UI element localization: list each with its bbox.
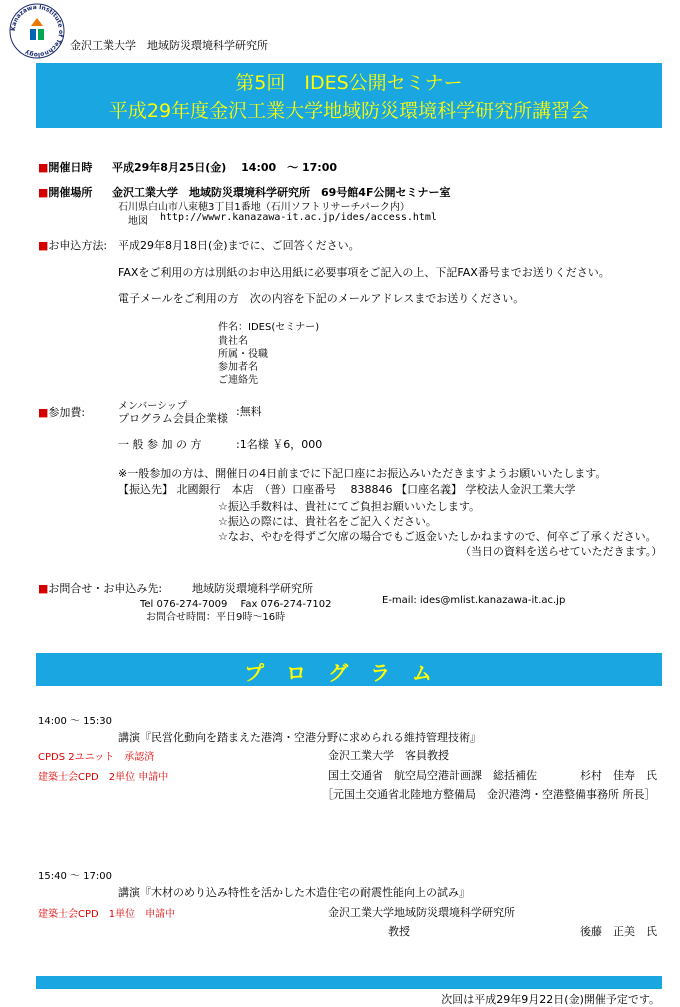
fee-member-line1: メンバーシップ [118, 401, 187, 412]
org-name: 金沢工業大学 地域防災環境科学研究所 [70, 39, 268, 52]
svg-text:Kanazawa Institute of Technolo: Kanazawa Institute of Technology [9, 3, 65, 59]
venue-value: 金沢工業大学 地域防災環境科学研究所 69号館4F公開セミナー室 [112, 186, 451, 199]
contact-tel-fax: Tel 076-274-7009 Fax 076-274-7102 [140, 599, 332, 610]
email-item: ご連絡先 [218, 375, 258, 386]
title-banner [36, 63, 662, 128]
contact-email[interactable]: E-mail: ides@mlist.kanazawa-it.ac.jp [382, 595, 566, 606]
fee-general-label: 一 般 参 加 の 方 [118, 438, 202, 451]
footer-bar [36, 976, 662, 989]
session1-former-post: ［元国土交通省北陸地方整備局 金沢港湾・空港整備事務所 所長］ [322, 788, 656, 801]
apply-label: ■お申込方法: [38, 239, 108, 252]
session2-affiliation: 金沢工業大学地域防災環境科学研究所 [328, 906, 515, 919]
date-label: ■開催日時 [38, 161, 93, 174]
session2-speaker: 後藤 正美 氏 [580, 925, 657, 938]
session2-role: 教授 [388, 925, 410, 938]
email-item: 所属・役職 [218, 349, 268, 360]
session1-affiliation: 金沢工業大学 客員教授 [328, 749, 449, 762]
session1-cpds: CPDS 2ユニット 承認済 [38, 752, 155, 763]
fax-note: FAXをご利用の方は別紙のお申込用紙に必要事項をご記入の上、下記FAX番号までお送りください。 [118, 266, 610, 279]
session2-cpd: 建築士会CPD 1単位 申請中 [38, 909, 176, 920]
fee-note: ☆振込手数料は、貴社にてご負担お願いいたします。 [218, 500, 480, 513]
program-banner [36, 653, 662, 686]
session1-time: 14:00 ～ 15:30 [38, 716, 112, 727]
session1-affiliation: 国土交通省 航空局空港計画課 総括補佐 [328, 769, 537, 782]
fee-note: ☆振込の際には、貴社名をご記入ください。 [218, 515, 437, 528]
email-note: 電子メールをご利用の方 次の内容を下記のメールアドレスまでお送りください。 [118, 292, 525, 305]
map-link[interactable]: http://wwwr.kanazawa-it.ac.jp/ides/access.html [160, 212, 437, 223]
next-notice: 次回は平成29年9月22日(金)開催予定です。 [441, 993, 660, 1006]
email-item: 件名：IDES(セミナー) [218, 322, 320, 333]
contact-hours: お問合せ時間：平日9時～16時 [146, 612, 286, 623]
email-item: 貴社名 [218, 336, 248, 347]
kit-logo [8, 2, 66, 60]
session1-cpd: 建築士会CPD 2単位 申請中 [38, 772, 169, 783]
fee-transfer-info: 【振込先】 北國銀行 本店 （普）口座番号 838846 【口座名義】 学校法人金沢工業大学 [118, 483, 576, 496]
venue-address: 石川県白山市八束穂3丁目1番地（石川ソフトリサーチパーク内） [118, 202, 410, 213]
fee-note: （当日の資料を送らせていただきます。） [460, 545, 663, 558]
venue-label: ■開催場所 [38, 186, 93, 199]
contact-org: 地域防災環境科学研究所 [192, 582, 313, 595]
fee-label: ■参加費: [38, 406, 86, 419]
contact-label: ■お問合せ・お申込み先: [38, 582, 163, 595]
session2-title: 講演『木材のめり込み特性を活かした木造住宅の耐震性能向上の試み』 [118, 886, 470, 899]
fee-note: ☆なお、やむを得ずご欠席の場合でもご返金いたしかねますので、何卒ご了承ください。 [218, 530, 657, 543]
seminar-subtitle: 平成29年度金沢工業大学地域防災環境科学研究所講習会 [108, 100, 590, 122]
date-value: 平成29年8月25日(金) 14:00 ～ 17:00 [112, 161, 338, 174]
seminar-title: 第5回 IDES公開セミナー [235, 72, 463, 94]
email-item: 参加者名 [218, 362, 258, 373]
map-label: 地図 [128, 216, 148, 227]
fee-general-value: :1名様 ￥6，000 [236, 438, 323, 451]
fee-member-line2: プログラム会員企業様 [118, 412, 228, 425]
fee-member-value: :無料 [236, 405, 262, 418]
session2-time: 15:40 ～ 17:00 [38, 871, 112, 882]
program-heading: プログラム [244, 661, 454, 685]
session1-speaker: 杉村 佳寿 氏 [580, 769, 657, 782]
apply-deadline: 平成29年8月18日(金)までに、ご回答ください。 [118, 239, 360, 252]
fee-note: ※一般参加の方は、開催日の4日前までに下記口座にお振込みいただきますようお願いいたします。 [118, 467, 607, 480]
session1-title: 講演『民営化動向を踏まえた港湾・空港分野に求められる維持管理技術』 [118, 731, 481, 744]
